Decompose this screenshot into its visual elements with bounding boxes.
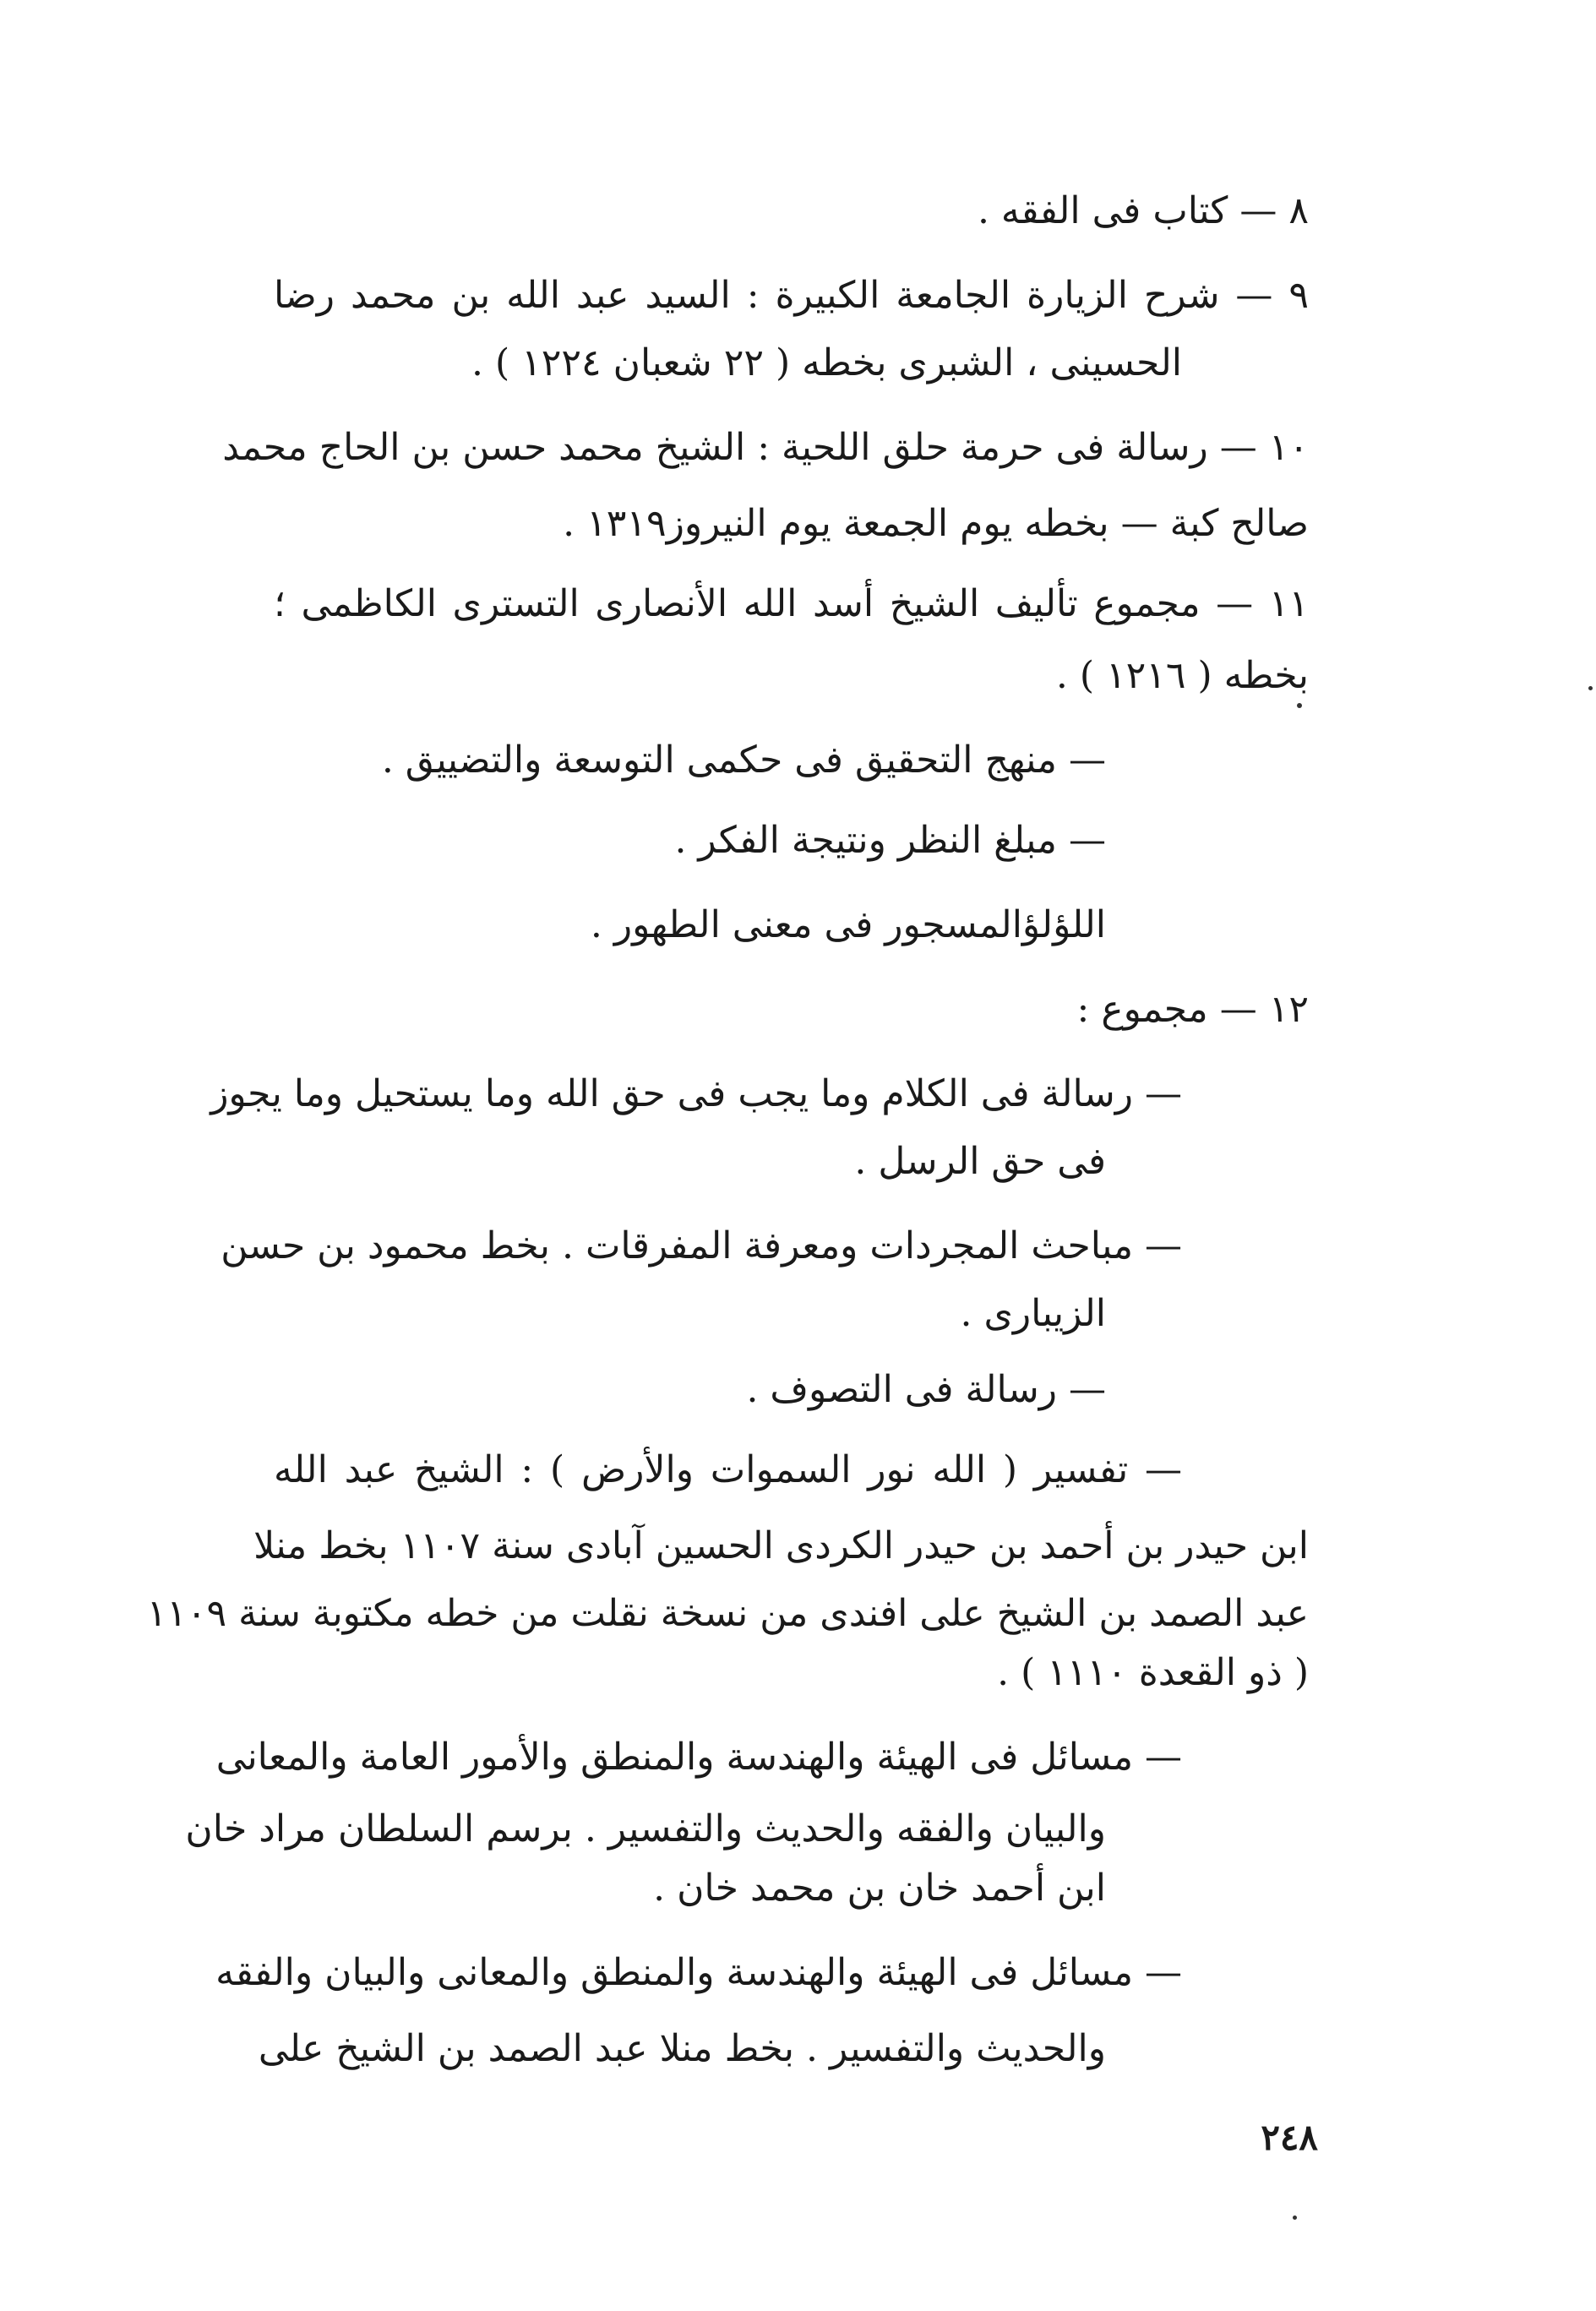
entry-10-line-1: ١٠ — رسالة فى حرمة حلق اللحية : الشيخ محمد حسن بن الحاج محمد bbox=[222, 426, 1309, 469]
entry-11-line-1: ١١ — مجموع تأليف الشيخ أسد الله الأنصارى التسترى الكاظمى ؛ bbox=[274, 582, 1309, 625]
entry-12-item-4-line-4: ( ذو القعدة ١١١٠ ) . bbox=[997, 1651, 1309, 1694]
entry-12-item-5-line-2: والبيان والفقه والحديث والتفسير . برسم السلطان مراد خان bbox=[185, 1807, 1106, 1850]
entry-12-item-6-line-1: — مسائل فى الهيئة والهندسة والمنطق والمعانى والبيان والفقه bbox=[215, 1951, 1182, 1994]
entry-12-item-1-line-1: — رسالة فى الكلام وما يجب فى حق الله وما يستحيل وما يجوز bbox=[210, 1072, 1182, 1115]
entry-12-item-4-line-3: عبد الصمد بن الشيخ على افندى من نسخة نقلت من خطه مكتوبة سنة ١١٠٩ bbox=[146, 1592, 1309, 1635]
entry-12-item-4-line-2: ابن حيدر بن أحمد بن حيدر الكردى الحسين آبادى سنة ١١٠٧ بخط منلا bbox=[253, 1524, 1309, 1567]
entry-8: ٨ — كتاب فى الفقه . bbox=[977, 189, 1309, 232]
entry-11-item-1: — منهج التحقيق فى حكمى التوسعة والتضييق . bbox=[381, 739, 1106, 782]
entry-12: ١٢ — مجموع : bbox=[1076, 988, 1309, 1031]
entry-12-item-5-line-1: — مسائل فى الهيئة والهندسة والمنطق والأمور العامة والمعانى bbox=[215, 1736, 1182, 1779]
entry-12-item-6-line-2: والحديث والتفسير . بخط منلا عبد الصمد بن الشيخ على bbox=[258, 2027, 1106, 2070]
entry-10-line-2: صالح كبة — بخطه يوم الجمعة يوم النيروز١٣١٩ . bbox=[563, 502, 1309, 545]
entry-12-item-2-line-1: — مباحث المجردات ومعرفة المفرقات . بخط محمود بن حسن bbox=[221, 1224, 1182, 1267]
entry-9-line-2: الحسينى ، الشبرى بخطه ( ٢٢ شعبان ١٢٢٤ ) . bbox=[471, 341, 1182, 384]
scan-speck bbox=[1297, 703, 1302, 708]
entry-11-item-3: اللؤلؤالمسجور فى معنى الطهور . bbox=[590, 903, 1106, 946]
entry-12-item-5-line-3: ابن أحمد خان بن محمد خان . bbox=[653, 1867, 1106, 1910]
entry-11-item-2: — مبلغ النظر ونتيجة الفكر . bbox=[674, 819, 1106, 862]
entry-12-item-3: — رسالة فى التصوف . bbox=[746, 1368, 1106, 1411]
entry-12-item-2-line-2: الزيبارى . bbox=[960, 1292, 1106, 1335]
entry-12-item-1-line-2: فى حق الرسل . bbox=[854, 1140, 1106, 1183]
scan-speck bbox=[1588, 686, 1593, 690]
scan-speck bbox=[1293, 2216, 1297, 2220]
entry-12-item-4-line-1: — تفسير ( الله نور السموات والأرض ) : الشيخ عبد الله bbox=[274, 1448, 1182, 1491]
entry-11-line-2: بخطه ( ١٢١٦ ) . bbox=[1055, 654, 1309, 697]
entry-9-line-1: ٩ — شرح الزيارة الجامعة الكبيرة : السيد عبد الله بن محمد رضا bbox=[274, 274, 1309, 317]
page-number: ٢٤٨ bbox=[1261, 2117, 1318, 2158]
